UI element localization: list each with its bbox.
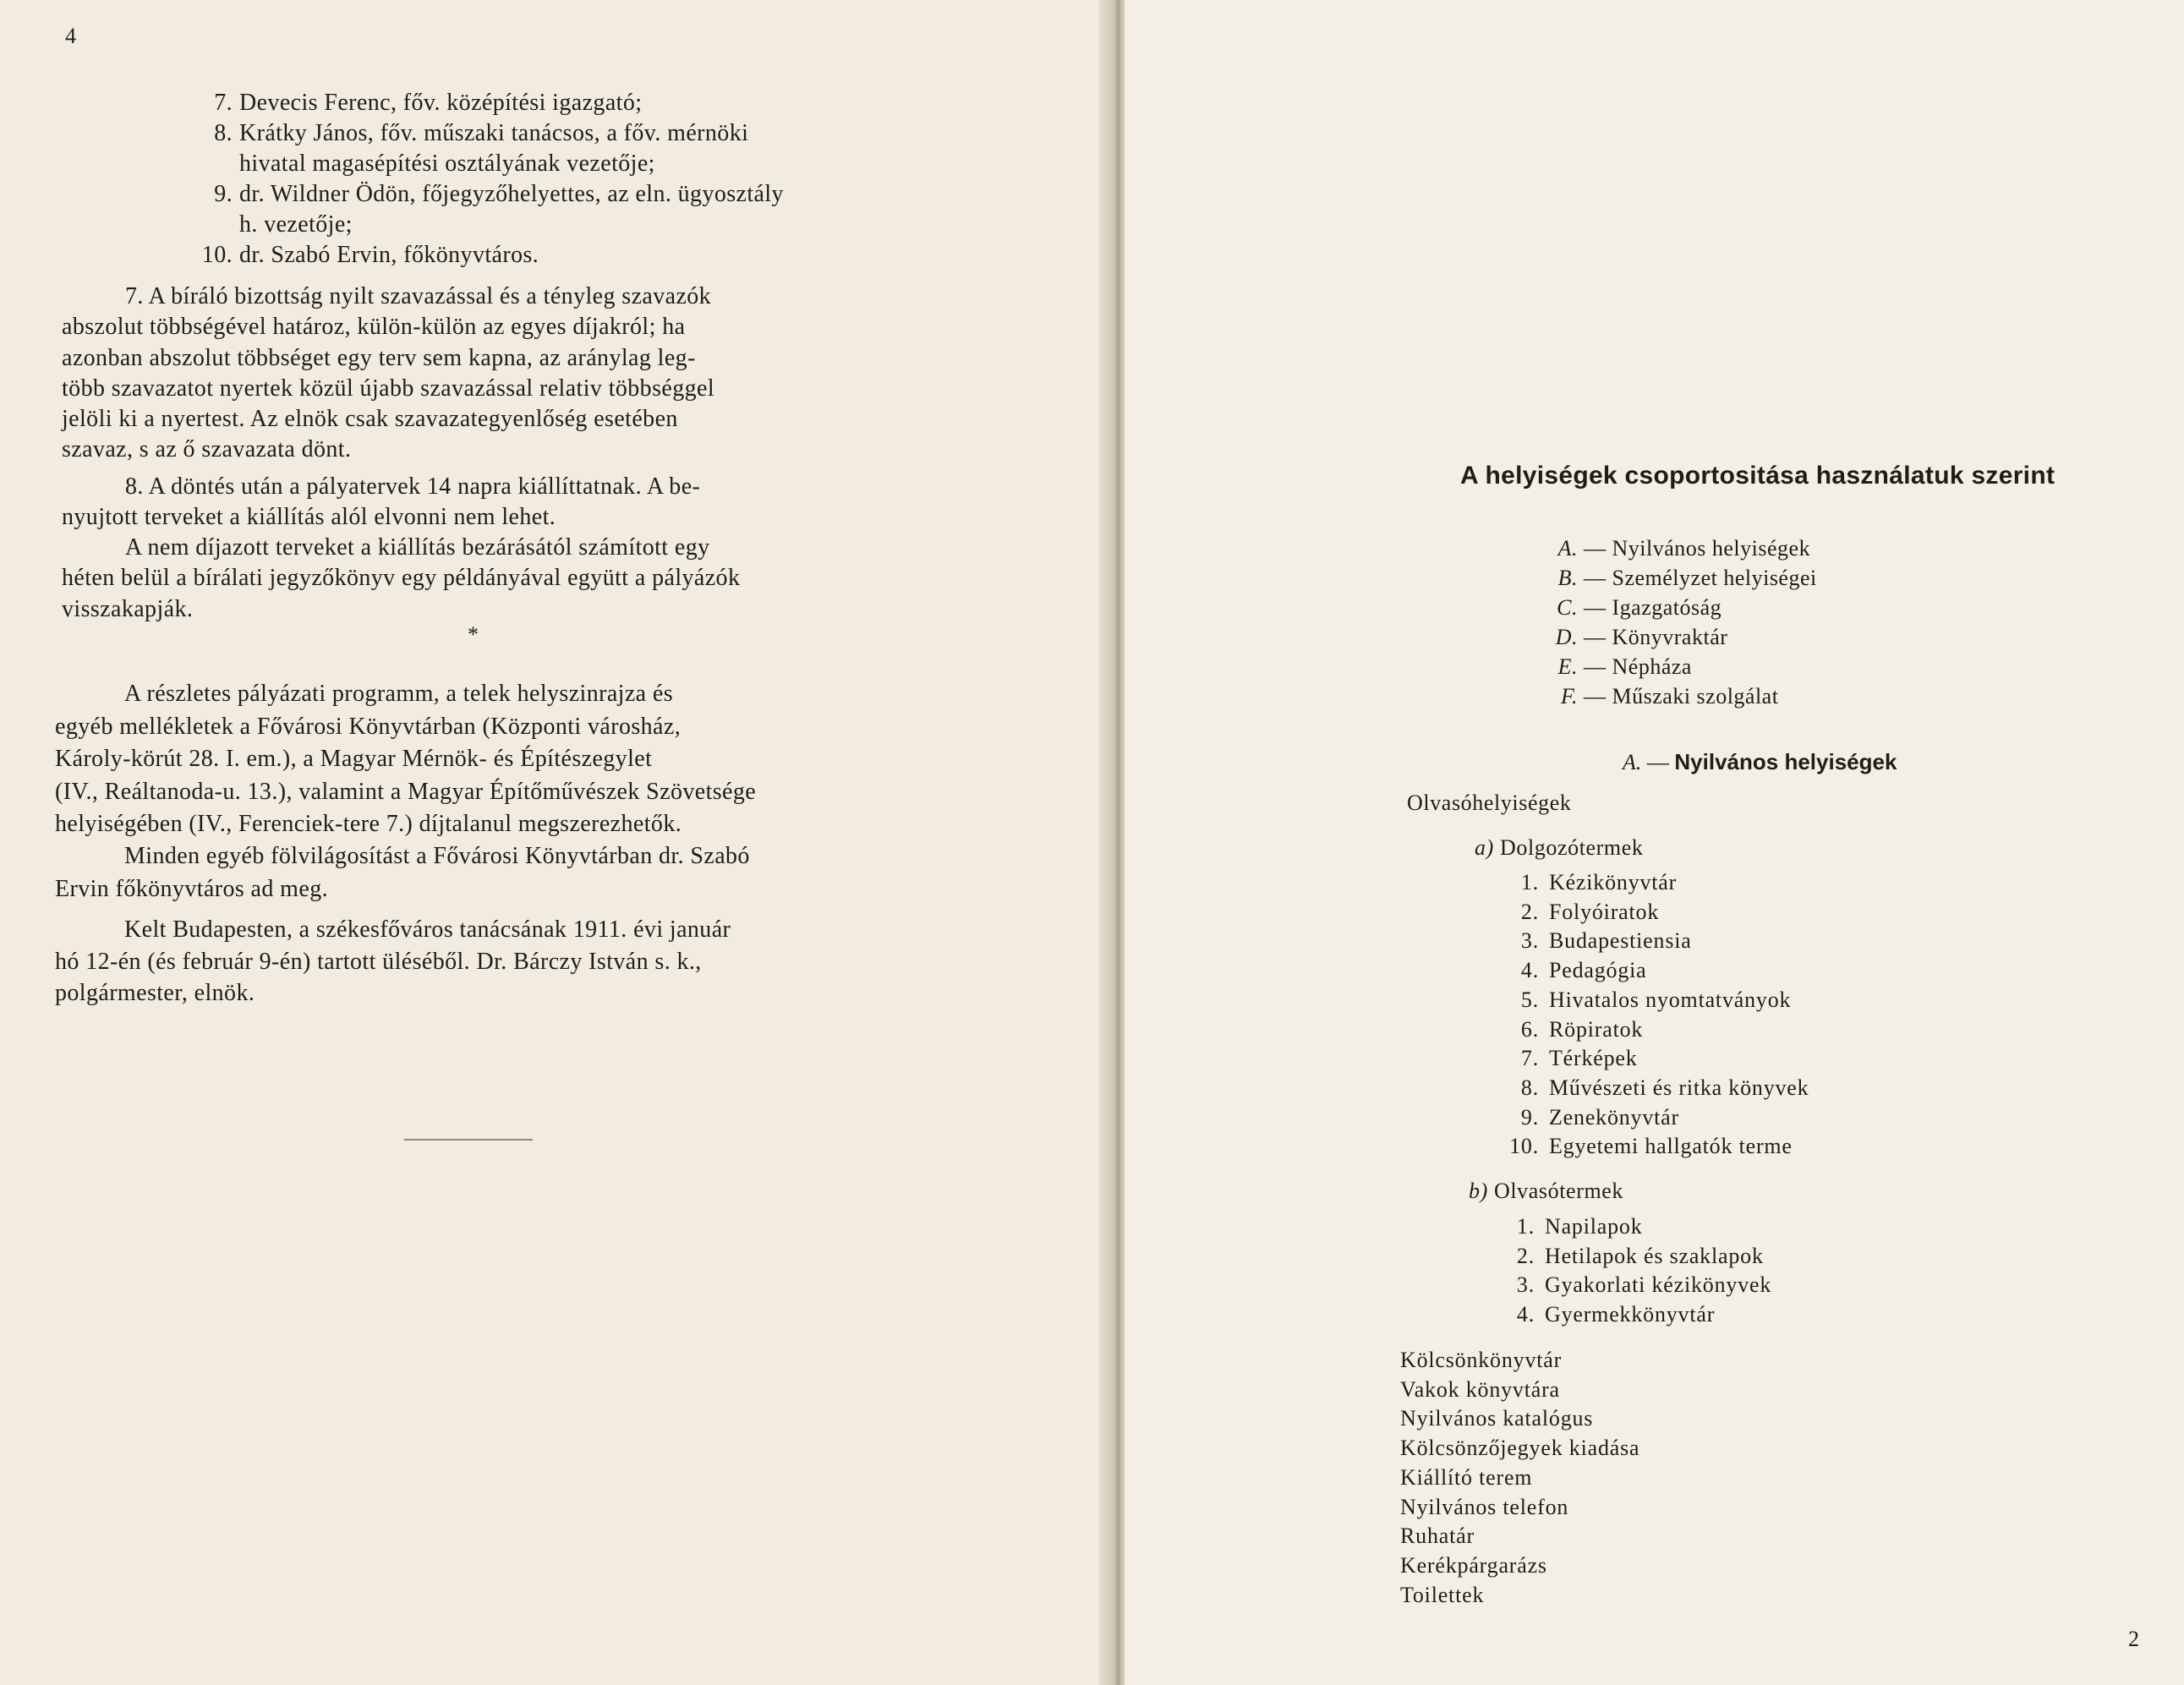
reading-halls-heading: b) Olvasótermek [1469,1179,1624,1203]
list-item: C. — Igazgatóság [1557,595,1722,620]
list-item: A. — Nyilvános helyiségek [1557,536,1811,561]
list-item: Nyilvános telefon [1400,1494,1569,1519]
list-item: F. — Műszaki szolgálat [1560,684,1779,708]
right-page [1125,0,2184,1685]
category-list [1537,533,1817,711]
list-item-continuation: hivatal magasépítési osztályának vezetője; [239,150,655,177]
list-item: Vakok könyvtára [1400,1376,1560,1402]
list-item: 8. Krátky János, főv. műszaki tanácsos, a főv. mérnöki [214,120,749,146]
closing-paragraph: Kelt Budapesten, a székesfőváros tanácsának 1911. évi január hó 12-én (és február 9-én) tartott üléséből. Dr. Bárczy István s. k., polgármester, elnök. [55,916,731,1006]
list-item: Nyilvános katalógus [1400,1406,1594,1431]
section-heading: A. — Nyilvános helyiségek [1623,749,1897,774]
end-rule [404,1139,533,1141]
other-rooms-list [1400,1346,1639,1610]
list-item: 1. Napilapok [1516,1214,1643,1239]
list-item: B. — Személyzet helyiségei [1557,566,1817,590]
list-item: 10. dr. Szabó Ervin, főkönyvtáros. [201,242,539,268]
list-item: 2. Hetilapok és szaklapok [1516,1243,1764,1268]
list-item: 4. Pedagógia [1520,958,1647,983]
page-number: 2 [2128,1627,2139,1651]
section-separator: * [468,622,479,647]
work-rooms-list [1509,868,1809,1162]
program-paragraph: A részletes pályázati programm, a telek helyszinrajza és egyéb mellékletek a Fővárosi Könyvtárban (Központi városház, Károly-körút 28. I. em.), a Magyar Mérnök- és Építészegylet (IV., Reáltanoda-u. 13.), valamint a Magyar Építőművészek Szövetsége helyiségében (IV., Ferenciek-tere 7.) díjtalanul megszerezhetők. [55,681,757,837]
list-item: 8. Művészeti és ritka könyvek [1520,1075,1809,1100]
list-item: D. — Könyvraktár [1555,625,1728,649]
list-item: 6. Röpiratok [1520,1016,1644,1042]
reading-halls-list [1516,1212,1772,1330]
list-item: Kiállító terem [1400,1464,1533,1490]
list-item: Kölcsönzőjegyek kiadása [1400,1436,1640,1461]
page-number: 4 [65,24,76,48]
unawarded-plans-paragraph: A nem díjazott terveket a kiállítás bezárásától számított egy héten belül a bírálati jegyzőkönyv egy példányával együtt a pályázók visszakapják. [62,534,741,622]
committee-members-list [201,88,899,271]
list-item: 4. Gyermekkönyvtár [1516,1302,1716,1327]
section-7-paragraph: 7. A bíráló bizottság nyilt szavazással és a tényleg szavazók abszolut többségével határoz, külön-külön az egyes díjakról; ha azonban abszolut többséget egy terv sem kapna, az aránylag leg- több szavazatot nyertek közül újabb szavazással relativ többséggel jelöli ki a nyertest. Az elnök csak szavazategyenlőség esetében szavaz, s az ő szavazata dönt. [62,283,715,463]
work-rooms-heading: a) Dolgozótermek [1475,835,1644,860]
list-item: 9. dr. Wildner Ödön, főjegyzőhelyettes, az eln. ügyosztály [214,181,784,207]
list-item: Toilettek [1400,1582,1485,1607]
page-title: A helyiségek csoportositása használatuk szerint [1460,462,2055,490]
list-item: 7. Devecis Ferenc, főv. középítési igazgató; [214,90,643,116]
section-8-paragraph: 8. A döntés után a pályatervek 14 napra kiállíttatnak. A be- nyujtott terveket a kiállítás alól elvonni nem lehet. [62,473,701,531]
list-item: 3. Gyakorlati kézikönyvek [1516,1272,1772,1298]
list-item: 3. Budapestiensia [1520,928,1692,954]
list-item: 10. Egyetemi hallgatók terme [1509,1134,1793,1159]
list-item: E. — Népháza [1557,654,1692,679]
list-item: 5. Hivatalos nyomtatványok [1520,987,1792,1012]
list-item: 2. Folyóiratok [1520,899,1660,924]
list-item: 9. Zenekönyvtár [1520,1104,1679,1130]
reading-rooms-heading: Olvasóhelyiségek [1407,791,1572,815]
list-item: Ruhatár [1400,1524,1475,1549]
list-item: Kölcsönkönyvtár [1400,1348,1563,1372]
information-paragraph: Minden egyéb fölvilágosítást a Fővárosi Könyvtárban dr. Szabó Ervin főkönyvtáros ad meg. [55,843,750,902]
list-item: 7. Térképek [1520,1046,1638,1071]
list-item-continuation: h. vezetője; [239,211,353,238]
list-item: Kerékpárgarázs [1400,1552,1547,1578]
list-item: 1. Kézikönyvtár [1520,870,1678,894]
